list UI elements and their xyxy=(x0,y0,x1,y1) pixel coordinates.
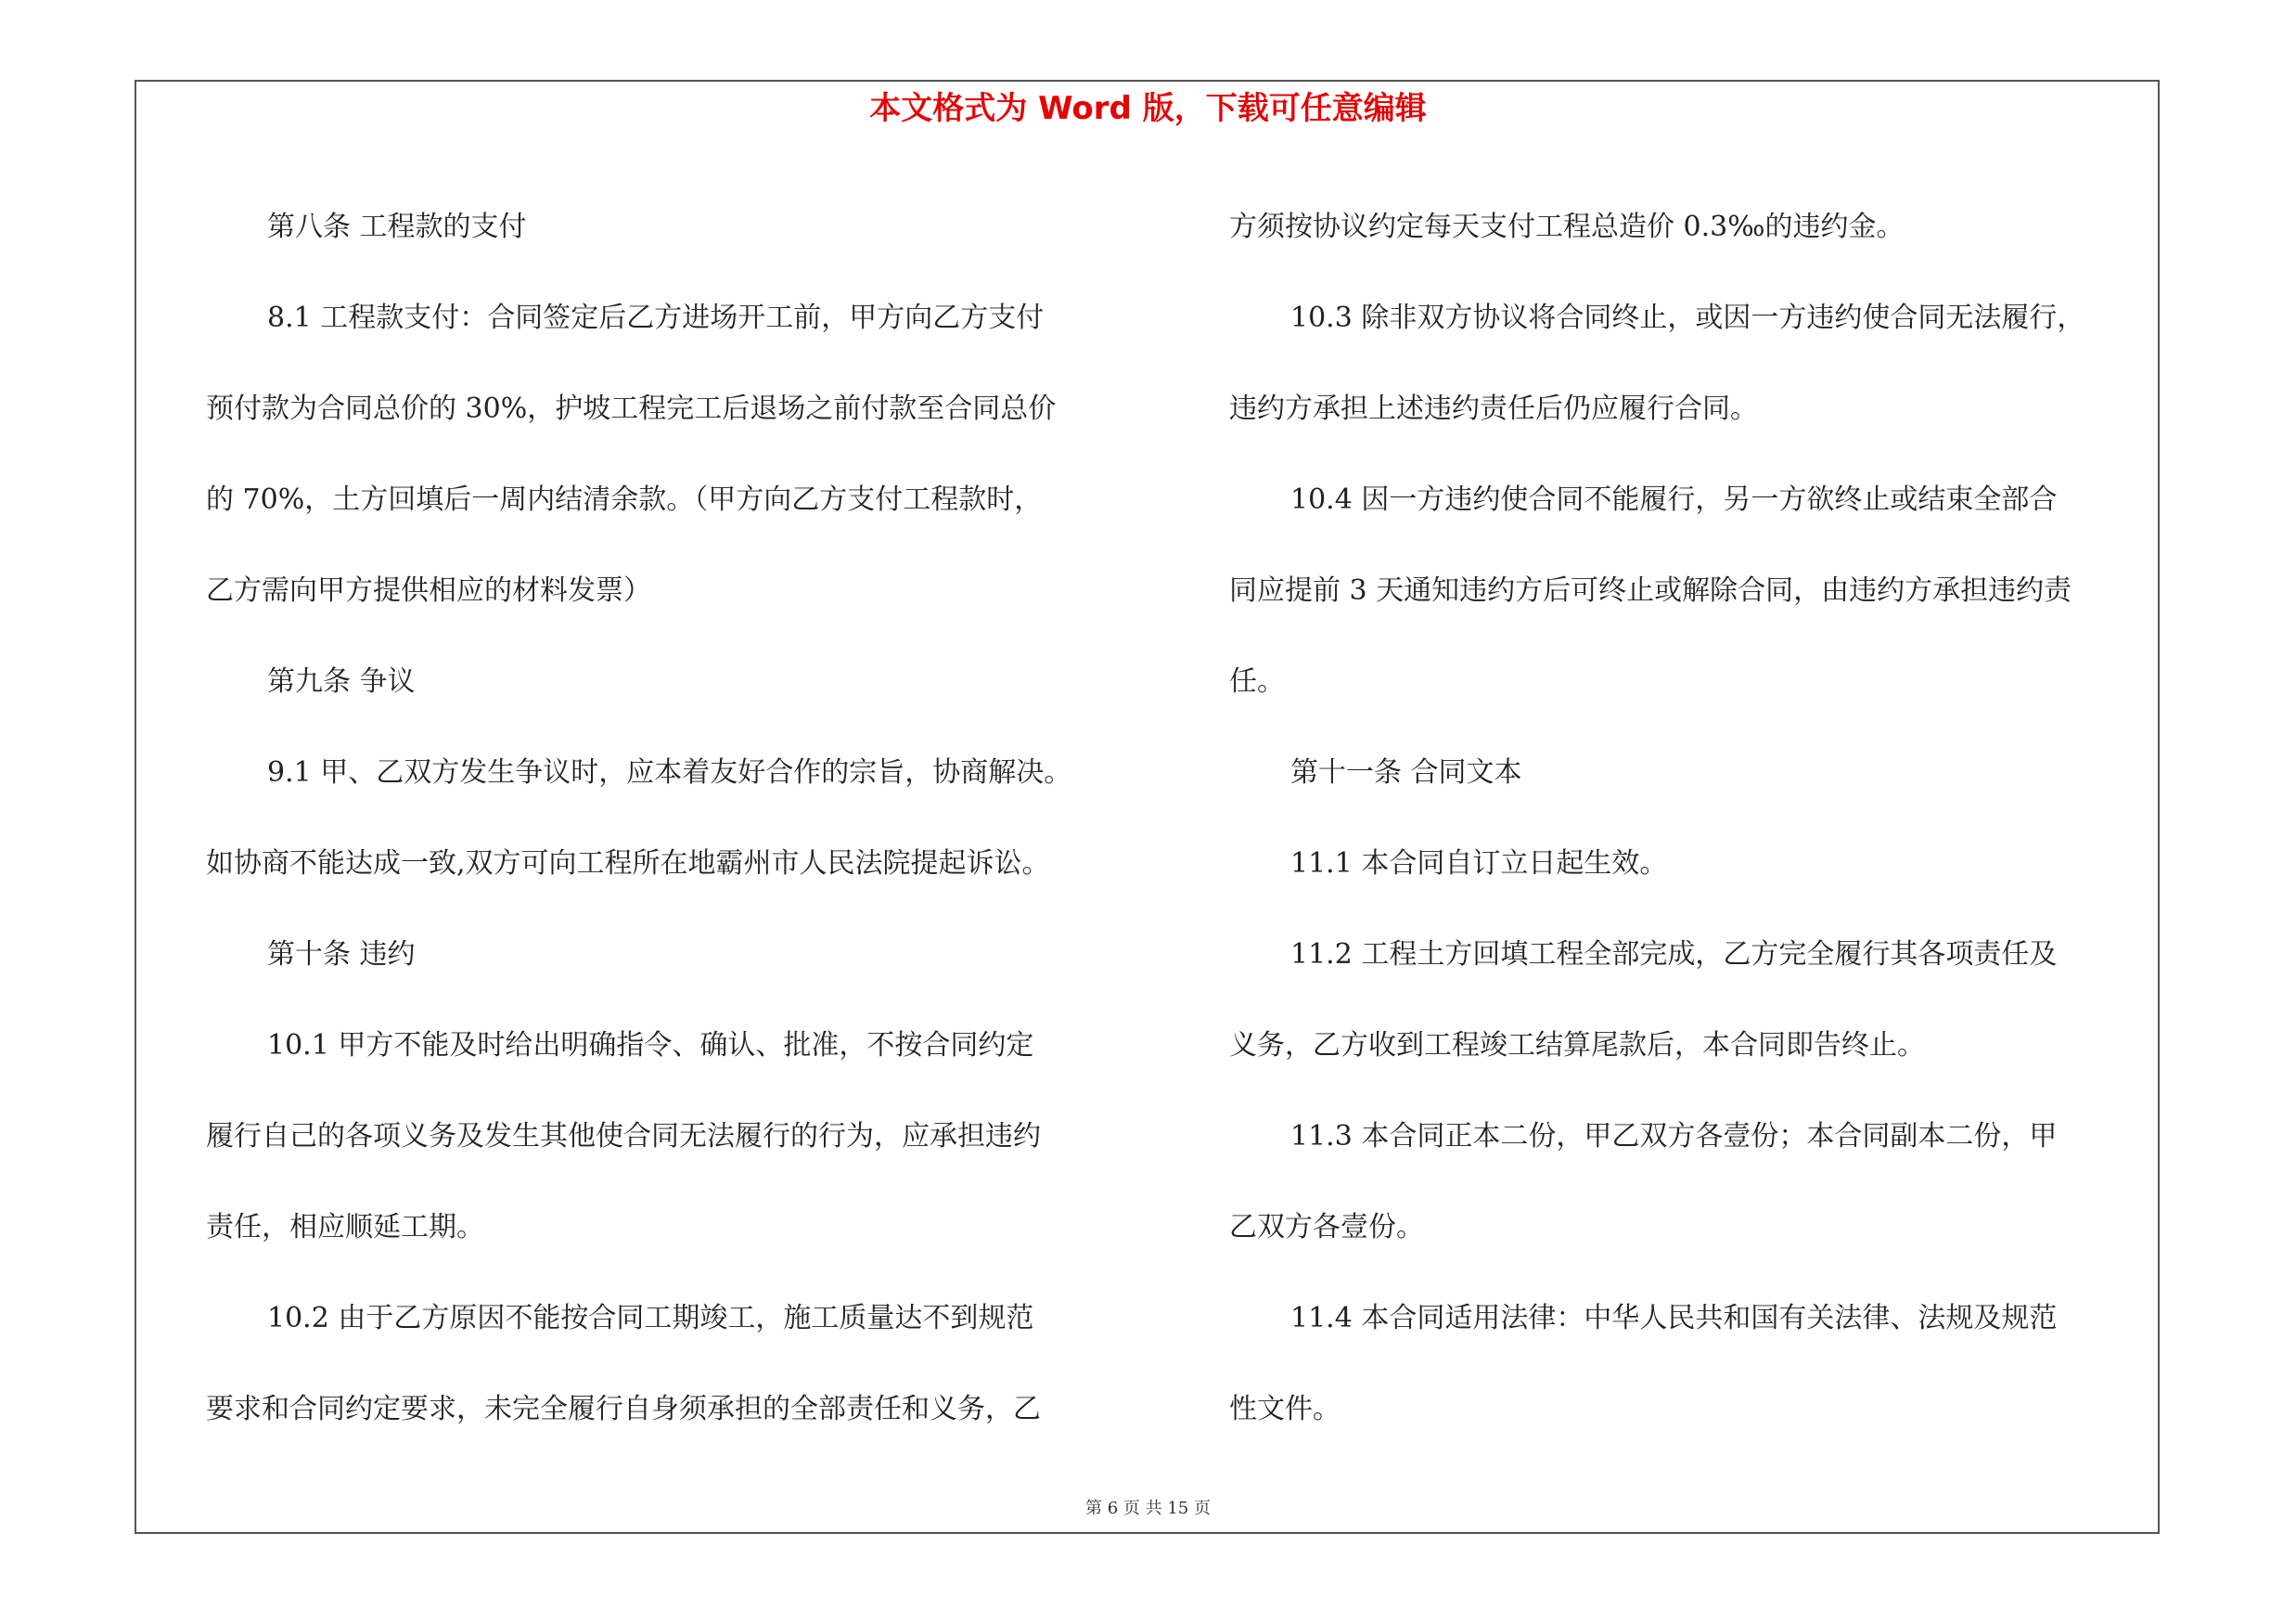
clause-10-1-line-1: 10.1 甲方不能及时给出明确指令、确认、批准，不按合同约定 xyxy=(267,1029,1034,1062)
page-number: 第 6 页 共 15 页 xyxy=(1085,1499,1211,1518)
right-text-column xyxy=(1229,182,2161,1455)
clause-8-1-line-4: 乙方需向甲方提供相应的材料发票） xyxy=(206,574,651,607)
section-heading-article-8: 第八条 工程款的支付 xyxy=(267,211,527,243)
left-text-column xyxy=(206,182,1145,1455)
section-heading-article-11: 第十一条 合同文本 xyxy=(1290,756,1522,789)
clause-10-4-line-2: 同应提前 3 天通知违约方后可终止或解除合同，由违约方承担违约责 xyxy=(1229,574,2072,607)
clause-11-4-line-1: 11.4 本合同适用法律：中华人民共和国有关法律、法规及规范 xyxy=(1290,1302,2058,1334)
clause-11-3-line-1: 11.3 本合同正本二份，甲乙双方各壹份；本合同副本二份，甲 xyxy=(1290,1120,2058,1153)
clause-8-1-line-3: 的 70%，土方回填后一周内结清余款。（甲方向乙方支付工程款时， xyxy=(206,483,1043,516)
clause-10-4-line-1: 10.4 因一方违约使合同不能履行，另一方欲终止或结束全部合 xyxy=(1290,483,2058,516)
clause-11-2-line-1: 11.2 工程土方回填工程全部完成，乙方完全履行其各项责任及 xyxy=(1290,938,2058,971)
clause-11-1: 11.1 本合同自订立日起生效。 xyxy=(1290,847,1668,880)
clause-10-2-line-3: 方须按协议约定每天支付工程总造价 0.3‰的违约金。 xyxy=(1229,211,1905,243)
word-format-banner: 本文格式为 Word 版，下载可任意编辑 xyxy=(869,90,1427,127)
clause-10-2-line-1: 10.2 由于乙方原因不能按合同工期竣工，施工质量达不到规范 xyxy=(267,1302,1034,1334)
clause-11-3-line-2: 乙双方各壹份。 xyxy=(1229,1211,1424,1243)
clause-11-4-line-2: 性文件。 xyxy=(1229,1393,1340,1425)
clause-10-4-line-3: 任。 xyxy=(1229,665,1285,698)
clause-11-2-line-2: 义务，乙方收到工程竣工结算尾款后，本合同即告终止。 xyxy=(1229,1029,1925,1062)
clause-10-2-line-2: 要求和合同约定要求，未完全履行自身须承担的全部责任和义务，乙 xyxy=(206,1393,1041,1425)
clause-9-1-line-1: 9.1 甲、乙双方发生争议时，应本着友好合作的宗旨，协商解决。 xyxy=(267,756,1072,789)
clause-10-1-line-3: 责任，相应顺延工期。 xyxy=(206,1211,484,1243)
clause-9-1-line-2: 如协商不能达成一致,双方可向工程所在地霸州市人民法院提起诉讼。 xyxy=(206,847,1050,880)
clause-10-3-line-1: 10.3 除非双方协议将合同终止，或因一方违约使合同无法履行， xyxy=(1290,302,2085,334)
clause-8-1-line-1: 8.1 工程款支付：合同签定后乙方进场开工前，甲方向乙方支付 xyxy=(267,302,1045,334)
section-heading-article-10: 第十条 违约 xyxy=(267,938,416,971)
clause-10-3-line-2: 违约方承担上述违约责任后仍应履行合同。 xyxy=(1229,393,1758,425)
clause-10-1-line-2: 履行自己的各项义务及发生其他使合同无法履行的行为，应承担违约 xyxy=(206,1120,1041,1153)
section-heading-article-9: 第九条 争议 xyxy=(267,665,416,698)
clause-8-1-line-2: 预付款为合同总价的 30%，护坡工程完工后退场之前付款至合同总价 xyxy=(206,393,1057,425)
